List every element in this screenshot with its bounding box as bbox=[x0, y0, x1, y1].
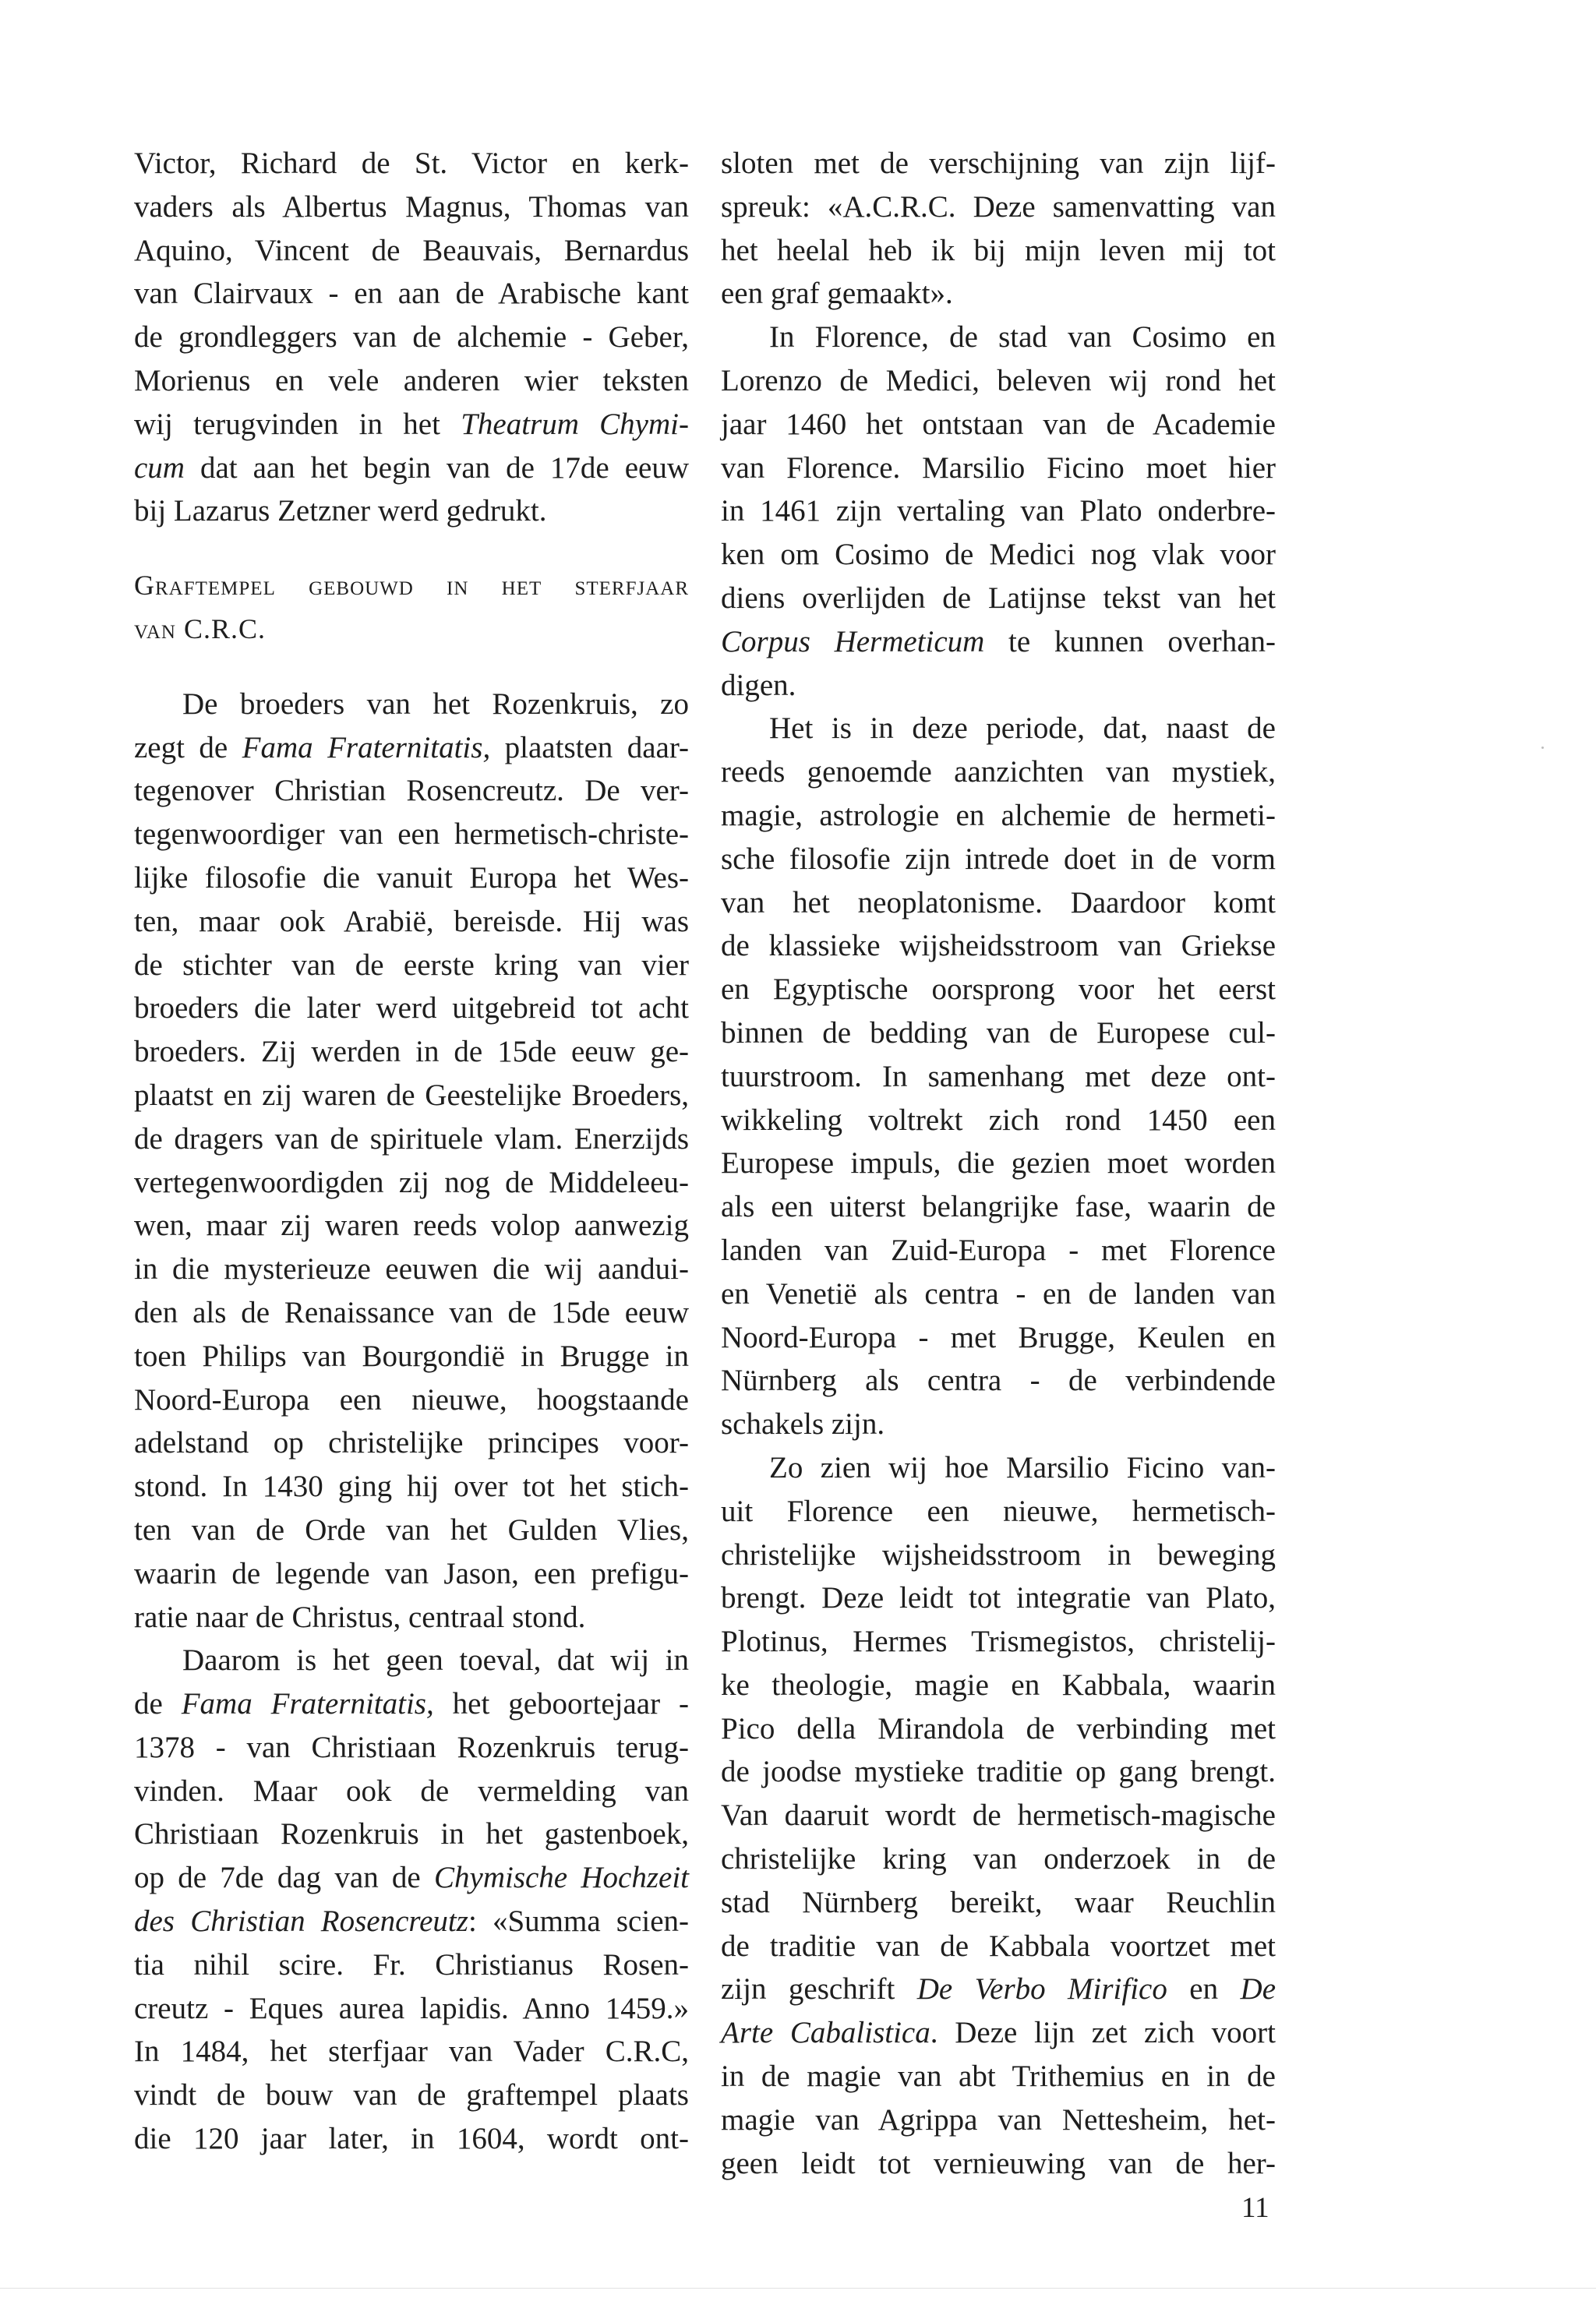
book-title: De bbox=[1240, 1972, 1276, 2007]
text-line: digen. bbox=[721, 668, 796, 702]
text-line: zijn geschrift De Verbo Mirifico en De bbox=[721, 1972, 1276, 2007]
text-line: de dragers van de spirituele vlam. Enerzijds bbox=[134, 1121, 689, 1156]
text-line: lijke filosofie die vanuit Europa het Wes- bbox=[134, 860, 689, 895]
page-edge-line bbox=[0, 2288, 1596, 2289]
book-title: Fama Fraternitatis, bbox=[181, 1687, 434, 1721]
text-line: ke theologie, magie en Kabbala, waarin bbox=[721, 1668, 1276, 1702]
text-line: wikkeling voltrekt zich rond 1450 een bbox=[721, 1103, 1276, 1137]
text-line: de Fama Fraternitatis, het geboortejaar - bbox=[134, 1687, 689, 1721]
text-line: Daarom is het geen toeval, dat wij in bbox=[182, 1643, 689, 1678]
text-line: de stichter van de eerste kring van vier bbox=[134, 948, 689, 982]
text-line: brengt. Deze leidt tot integratie van Plato, bbox=[721, 1581, 1276, 1615]
text-line: geen leidt tot vernieuwing van de her- bbox=[721, 2146, 1276, 2180]
text-line: Plotinus, Hermes Trismegistos, christelij- bbox=[721, 1625, 1276, 1659]
text-line: creutz - Eques aurea lapidis. Anno 1459.» bbox=[134, 1991, 689, 2025]
text-line: van Florence. Marsilio Ficino moet hier bbox=[721, 450, 1276, 485]
text-line: Pico della Mirandola de verbinding met bbox=[721, 1711, 1276, 1745]
text-line: in de magie van abt Trithemius en in de bbox=[721, 2060, 1276, 2094]
text-line: In 1484, het sterfjaar van Vader C.R.C, bbox=[134, 2035, 689, 2069]
text-line: broeders. Zij werden in de 15de eeuw ge- bbox=[134, 1035, 689, 1069]
text-line: sche filosofie zijn intrede doet in de vorm bbox=[721, 842, 1276, 876]
text-line: de traditie van de Kabbala voortzet met bbox=[721, 1929, 1276, 1963]
text-line: vaders als Albertus Magnus, Thomas van bbox=[134, 189, 689, 224]
text-line: De broeders van het Rozenkruis, zo bbox=[182, 687, 689, 721]
text-line: jaar 1460 het ontstaan van de Academie bbox=[721, 407, 1276, 441]
text-line: tuurstroom. In samenhang met deze ont- bbox=[721, 1059, 1276, 1093]
text-line: en Venetië als centra - en de landen van bbox=[721, 1276, 1276, 1311]
book-title: Chymische Hochzeit bbox=[434, 1861, 689, 1895]
text-line: Noord-Europa - met Brugge, Keulen en bbox=[721, 1320, 1276, 1354]
text-line: die 120 jaar later, in 1604, wordt ont- bbox=[134, 2122, 689, 2156]
text-line: op de 7de dag van de Chymische Hochzeit bbox=[134, 1861, 689, 1895]
text-line: een graf gemaakt». bbox=[721, 277, 953, 311]
text-line: tegenwoordiger van een hermetisch-christe- bbox=[134, 817, 689, 852]
text-line: vindt de bouw van de graftempel plaats bbox=[134, 2078, 689, 2113]
text-line: binnen de bedding van de Europese cul- bbox=[721, 1015, 1276, 1050]
text-line: Morienus en vele anderen wier teksten bbox=[134, 363, 689, 397]
text-line: ten, maar ook Arabië, bereisde. Hij was bbox=[134, 904, 689, 938]
page-number: 11 bbox=[1241, 2192, 1269, 2224]
book-title: Arte Cabalistica bbox=[721, 2016, 930, 2050]
text-line: van Clairvaux - en aan de Arabische kant bbox=[134, 277, 689, 311]
text-line: plaatst en zij waren de Geestelijke Broeders, bbox=[134, 1078, 689, 1112]
text-line: magie, astrologie en alchemie de hermeti- bbox=[721, 798, 1276, 832]
text-line: Noord-Europa een nieuwe, hoogstaande bbox=[134, 1382, 689, 1417]
text-line: en Egyptische oorsprong voor het eerst bbox=[721, 972, 1276, 1007]
text-line: Zo zien wij hoe Marsilio Ficino van- bbox=[769, 1450, 1276, 1484]
text-line: stad Nürnberg bereikt, waar Reuchlin bbox=[721, 1885, 1276, 1919]
text-line: tegenover Christian Rosencreutz. De ver- bbox=[134, 774, 689, 808]
text-line: In Florence, de stad van Cosimo en bbox=[769, 320, 1276, 355]
book-title: cum bbox=[134, 450, 185, 485]
text-line: christelijke kring van onderzoek in de bbox=[721, 1842, 1276, 1876]
book-title: Fama Fraternitatis, bbox=[242, 730, 491, 764]
text-line: waarin de legende van Jason, een prefigu- bbox=[134, 1556, 689, 1590]
text-line: tia nihil scire. Fr. Christianus Rosen- bbox=[134, 1947, 689, 1982]
text-line: als een uiterst belangrijke fase, waarin de bbox=[721, 1190, 1276, 1224]
text-line: uit Florence een nieuwe, hermetisch- bbox=[721, 1494, 1276, 1528]
text-line: sloten met de verschijning van zijn lijf- bbox=[721, 146, 1276, 180]
book-title: Corpus Hermeticum bbox=[721, 624, 985, 658]
text-line: Lorenzo de Medici, beleven wij rond het bbox=[721, 363, 1276, 397]
text-line: cum dat aan het begin van de 17de eeuw bbox=[134, 450, 689, 485]
text-line: Het is in deze periode, dat, naast de bbox=[769, 711, 1276, 746]
text-line: landen van Zuid-Europa - met Florence bbox=[721, 1233, 1276, 1267]
text-line: spreuk: «A.C.R.C. Deze samenvatting van bbox=[721, 189, 1276, 224]
text-line: Aquino, Vincent de Beauvais, Bernardus bbox=[134, 233, 689, 267]
paragraph-4 bbox=[721, 1446, 1276, 2186]
text-line: van het neoplatonisme. Daardoor komt bbox=[721, 885, 1276, 920]
scan-speck bbox=[1541, 747, 1544, 749]
text-line: in die mysterieuze eeuwen die wij aandui- bbox=[134, 1252, 689, 1287]
paragraph-1 bbox=[721, 142, 1276, 316]
paragraph-2 bbox=[721, 316, 1276, 707]
text-line: 1378 - van Christiaan Rozenkruis terug- bbox=[134, 1730, 689, 1764]
text-line: christelijke wijsheidsstroom in beweging bbox=[721, 1537, 1276, 1572]
text-line: broeders die later werd uitgebreid tot acht bbox=[134, 991, 689, 1025]
text-line: Christiaan Rozenkruis in het gastenboek, bbox=[134, 1817, 689, 1851]
text-line: adelstand op christelijke principes voor- bbox=[134, 1426, 689, 1460]
text-line: wen, maar zij waren reeds volop aanwezig bbox=[134, 1209, 689, 1243]
text-line: Nürnberg als centra - de verbindende bbox=[721, 1364, 1276, 1398]
text-line: wij terugvinden in het Theatrum Chymi- bbox=[134, 407, 689, 441]
heading-line: Graftempel gebouwd in het sterfjaar bbox=[134, 570, 689, 602]
text-line: des Christian Rosencreutz: «Summa scien- bbox=[134, 1904, 689, 1939]
text-line: Arte Cabalistica. Deze lijn zet zich voort bbox=[721, 2016, 1276, 2050]
paragraph-2 bbox=[134, 683, 689, 1640]
text-line: ten van de Orde van het Gulden Vlies, bbox=[134, 1513, 689, 1547]
text-line: de grondleggers van de alchemie - Geber, bbox=[134, 320, 689, 355]
text-line: de joodse mystieke traditie op gang brengt. bbox=[721, 1755, 1276, 1789]
left-column bbox=[134, 142, 689, 2161]
paragraph-3 bbox=[721, 707, 1276, 1446]
text-line: ken om Cosimo de Medici nog vlak voor bbox=[721, 538, 1276, 572]
text-line: het heelal heb ik bij mijn leven mij tot bbox=[721, 233, 1276, 267]
text-line: vertegenwoordigden zij nog de Middeleeu- bbox=[134, 1165, 689, 1199]
text-line: schakels zijn. bbox=[721, 1407, 885, 1442]
book-title: Theatrum Chymi- bbox=[461, 407, 689, 441]
text-line: bij Lazarus Zetzner werd gedrukt. bbox=[134, 494, 547, 528]
book-title: des Christian Rosencreutz bbox=[134, 1904, 468, 1939]
right-column bbox=[721, 142, 1276, 2185]
text-line: stond. In 1430 ging hij over tot het stich- bbox=[134, 1470, 689, 1504]
text-line: vinden. Maar ook de vermelding van bbox=[134, 1774, 689, 1808]
text-line: den als de Renaissance van de 15de eeuw bbox=[134, 1295, 689, 1329]
text-line: Victor, Richard de St. Victor en kerk- bbox=[134, 146, 689, 180]
book-title: De Verbo Mirifico bbox=[916, 1972, 1167, 2007]
text-line: Europese impuls, die gezien moet worden bbox=[721, 1146, 1276, 1181]
text-line: ratie naar de Christus, centraal stond. bbox=[134, 1600, 586, 1634]
text-line: zegt de Fama Fraternitatis, plaatsten daar- bbox=[134, 730, 690, 764]
text-line: magie van Agrippa van Nettesheim, het- bbox=[721, 2102, 1276, 2137]
text-line: toen Philips van Bourgondië in Brugge in bbox=[134, 1339, 689, 1373]
heading-line: van C.R.C. bbox=[134, 612, 266, 644]
text-line: Van daaruit wordt de hermetisch-magische bbox=[721, 1798, 1276, 1833]
text-line: diens overlijden de Latijnse tekst van het bbox=[721, 581, 1276, 615]
section-heading bbox=[134, 564, 689, 651]
paragraph-3 bbox=[134, 1639, 689, 2161]
text-line: in 1461 zijn vertaling van Plato onderbre- bbox=[721, 494, 1276, 528]
text-line: reeds genoemde aanzichten van mystiek, bbox=[721, 755, 1276, 789]
text-line: Corpus Hermeticum te kunnen overhan- bbox=[721, 624, 1276, 658]
paragraph-1 bbox=[134, 142, 689, 533]
text-line: de klassieke wijsheidsstroom van Griekse bbox=[721, 929, 1276, 963]
